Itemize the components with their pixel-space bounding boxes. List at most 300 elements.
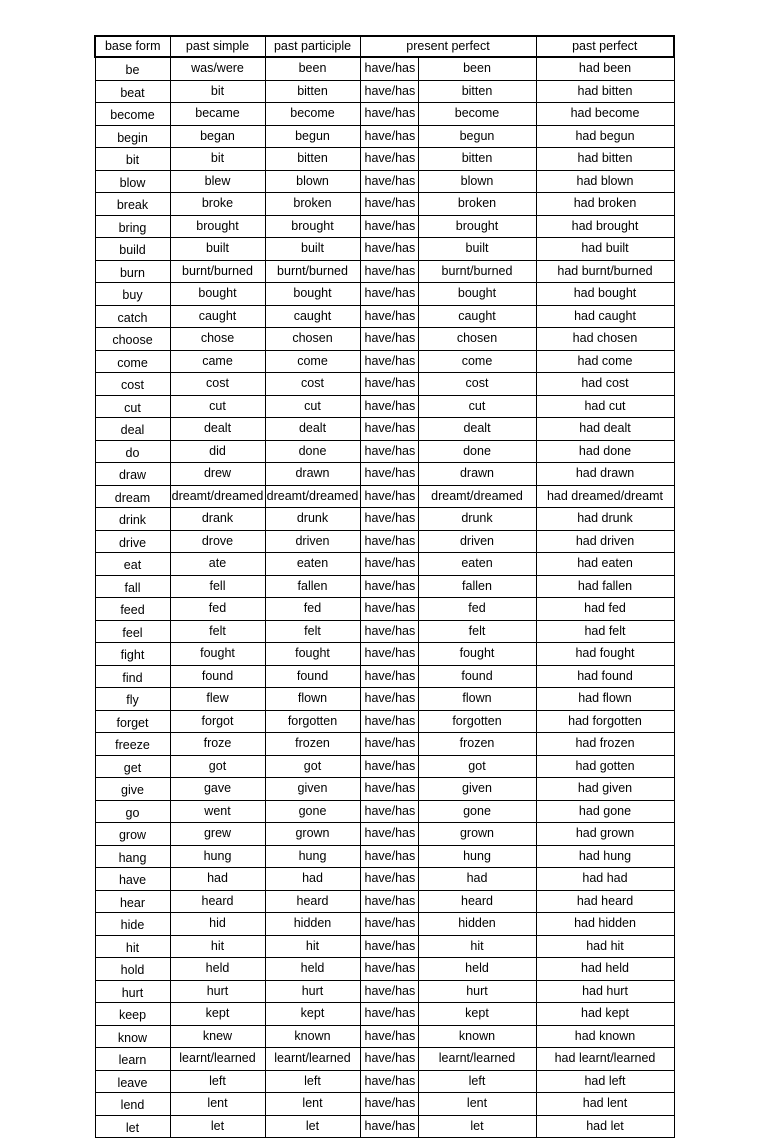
base-form-cell: feed [95, 598, 170, 621]
past-perfect-cell: had felt [536, 620, 674, 643]
table-row [95, 305, 674, 328]
present-perfect-participle-cell: drawn [418, 463, 536, 486]
present-perfect-participle-cell: flown [418, 688, 536, 711]
past-perfect-cell: had let [536, 1115, 674, 1138]
past-participle-cell: hurt [265, 980, 360, 1003]
base-form-cell: have [95, 868, 170, 891]
past-participle-cell: become [265, 103, 360, 126]
past-simple-cell: cost [170, 373, 265, 396]
table-row [95, 710, 674, 733]
present-perfect-participle-cell: drunk [418, 508, 536, 531]
auxiliary-cell: have/has [360, 980, 418, 1003]
present-perfect-participle-cell: dreamt/dreamed [418, 485, 536, 508]
past-perfect-cell: had left [536, 1070, 674, 1093]
present-perfect-participle-cell: done [418, 440, 536, 463]
past-perfect-cell: had heard [536, 890, 674, 913]
base-form-cell: do [95, 440, 170, 463]
auxiliary-cell: have/has [360, 530, 418, 553]
past-perfect-cell: had done [536, 440, 674, 463]
table-row [95, 125, 674, 148]
auxiliary-cell: have/has [360, 1025, 418, 1048]
table-row [95, 485, 674, 508]
past-perfect-cell: had hidden [536, 913, 674, 936]
auxiliary-cell: have/has [360, 935, 418, 958]
past-participle-cell: broken [265, 193, 360, 216]
past-perfect-cell: had forgotten [536, 710, 674, 733]
auxiliary-cell: have/has [360, 373, 418, 396]
auxiliary-cell: have/has [360, 598, 418, 621]
present-perfect-participle-cell: broken [418, 193, 536, 216]
table-row [95, 418, 674, 441]
auxiliary-cell: have/has [360, 710, 418, 733]
past-perfect-cell: had come [536, 350, 674, 373]
auxiliary-cell: have/has [360, 823, 418, 846]
auxiliary-cell: have/has [360, 575, 418, 598]
table-row [95, 1048, 674, 1071]
auxiliary-cell: have/has [360, 440, 418, 463]
table-row [95, 823, 674, 846]
auxiliary-cell: have/has [360, 1115, 418, 1138]
past-participle-cell: learnt/learned [265, 1048, 360, 1071]
present-perfect-participle-cell: become [418, 103, 536, 126]
past-simple-cell: drew [170, 463, 265, 486]
present-perfect-participle-cell: gone [418, 800, 536, 823]
base-form-cell: burn [95, 260, 170, 283]
auxiliary-cell: have/has [360, 755, 418, 778]
base-form-cell: drive [95, 530, 170, 553]
past-participle-cell: drawn [265, 463, 360, 486]
base-form-cell: let [95, 1115, 170, 1138]
past-simple-cell: ate [170, 553, 265, 576]
base-form-cell: feel [95, 620, 170, 643]
past-perfect-cell: had driven [536, 530, 674, 553]
past-simple-cell: cut [170, 395, 265, 418]
past-participle-cell: kept [265, 1003, 360, 1026]
auxiliary-cell: have/has [360, 958, 418, 981]
auxiliary-cell: have/has [360, 238, 418, 261]
past-perfect-cell: had had [536, 868, 674, 891]
present-perfect-participle-cell: learnt/learned [418, 1048, 536, 1071]
past-participle-cell: bitten [265, 80, 360, 103]
present-perfect-participle-cell: driven [418, 530, 536, 553]
table-row [95, 733, 674, 756]
table-row [95, 1003, 674, 1026]
past-participle-cell: caught [265, 305, 360, 328]
table-row [95, 508, 674, 531]
past-simple-cell: lent [170, 1093, 265, 1116]
auxiliary-cell: have/has [360, 890, 418, 913]
past-simple-cell: knew [170, 1025, 265, 1048]
past-participle-cell: hung [265, 845, 360, 868]
table-row [95, 260, 674, 283]
past-simple-cell: found [170, 665, 265, 688]
present-perfect-participle-cell: lent [418, 1093, 536, 1116]
base-form-cell: deal [95, 418, 170, 441]
table-row [95, 868, 674, 891]
base-form-cell: hear [95, 890, 170, 913]
past-perfect-cell: had chosen [536, 328, 674, 351]
present-perfect-participle-cell: eaten [418, 553, 536, 576]
past-participle-cell: left [265, 1070, 360, 1093]
past-participle-cell: fallen [265, 575, 360, 598]
past-simple-cell: dreamt/dreamed [170, 485, 265, 508]
past-participle-cell: had [265, 868, 360, 891]
base-form-cell: beat [95, 80, 170, 103]
table-row [95, 553, 674, 576]
auxiliary-cell: have/has [360, 170, 418, 193]
past-simple-cell: felt [170, 620, 265, 643]
past-perfect-cell: had bitten [536, 148, 674, 171]
past-participle-cell: got [265, 755, 360, 778]
base-form-cell: bit [95, 148, 170, 171]
base-form-cell: build [95, 238, 170, 261]
past-simple-cell: caught [170, 305, 265, 328]
present-perfect-participle-cell: kept [418, 1003, 536, 1026]
past-perfect-cell: had held [536, 958, 674, 981]
base-form-cell: fall [95, 575, 170, 598]
present-perfect-participle-cell: bought [418, 283, 536, 306]
auxiliary-cell: have/has [360, 418, 418, 441]
table-row [95, 530, 674, 553]
past-perfect-cell: had grown [536, 823, 674, 846]
present-perfect-participle-cell: hurt [418, 980, 536, 1003]
auxiliary-cell: have/has [360, 1070, 418, 1093]
table-row [95, 148, 674, 171]
past-perfect-cell: had caught [536, 305, 674, 328]
past-simple-cell: drank [170, 508, 265, 531]
present-perfect-participle-cell: been [418, 57, 536, 80]
past-perfect-cell: had drawn [536, 463, 674, 486]
auxiliary-cell: have/has [360, 868, 418, 891]
past-participle-cell: eaten [265, 553, 360, 576]
auxiliary-cell: have/has [360, 463, 418, 486]
past-simple-cell: hurt [170, 980, 265, 1003]
past-simple-cell: chose [170, 328, 265, 351]
past-perfect-cell: had hurt [536, 980, 674, 1003]
auxiliary-cell: have/has [360, 125, 418, 148]
auxiliary-cell: have/has [360, 1048, 418, 1071]
auxiliary-cell: have/has [360, 508, 418, 531]
past-perfect-cell: had fought [536, 643, 674, 666]
past-participle-cell: bitten [265, 148, 360, 171]
present-perfect-participle-cell: bitten [418, 148, 536, 171]
past-simple-cell: bought [170, 283, 265, 306]
present-perfect-participle-cell: hit [418, 935, 536, 958]
past-perfect-cell: had begun [536, 125, 674, 148]
header-past-perfect: past perfect [536, 36, 674, 57]
table-row [95, 935, 674, 958]
table-row [95, 170, 674, 193]
table-row [95, 103, 674, 126]
auxiliary-cell: have/has [360, 103, 418, 126]
table-row [95, 238, 674, 261]
table-row [95, 665, 674, 688]
past-perfect-cell: had gone [536, 800, 674, 823]
base-form-cell: grow [95, 823, 170, 846]
present-perfect-participle-cell: held [418, 958, 536, 981]
past-simple-cell: left [170, 1070, 265, 1093]
base-form-cell: become [95, 103, 170, 126]
auxiliary-cell: have/has [360, 688, 418, 711]
present-perfect-participle-cell: fallen [418, 575, 536, 598]
table-row [95, 395, 674, 418]
past-participle-cell: lent [265, 1093, 360, 1116]
auxiliary-cell: have/has [360, 215, 418, 238]
past-simple-cell: learnt/learned [170, 1048, 265, 1071]
past-perfect-cell: had found [536, 665, 674, 688]
table-row [95, 620, 674, 643]
past-perfect-cell: had built [536, 238, 674, 261]
past-simple-cell: hid [170, 913, 265, 936]
past-participle-cell: brought [265, 215, 360, 238]
past-participle-cell: felt [265, 620, 360, 643]
past-perfect-cell: had bought [536, 283, 674, 306]
base-form-cell: hold [95, 958, 170, 981]
present-perfect-participle-cell: grown [418, 823, 536, 846]
base-form-cell: hang [95, 845, 170, 868]
present-perfect-participle-cell: left [418, 1070, 536, 1093]
auxiliary-cell: have/has [360, 305, 418, 328]
table-row [95, 913, 674, 936]
table-row [95, 980, 674, 1003]
table-row [95, 1025, 674, 1048]
past-simple-cell: hung [170, 845, 265, 868]
past-perfect-cell: had bitten [536, 80, 674, 103]
auxiliary-cell: have/has [360, 328, 418, 351]
table-body [95, 57, 674, 1138]
past-simple-cell: brought [170, 215, 265, 238]
table-row [95, 215, 674, 238]
header-present-perfect: present perfect [360, 36, 536, 57]
past-perfect-cell: had lent [536, 1093, 674, 1116]
present-perfect-participle-cell: fought [418, 643, 536, 666]
past-perfect-cell: had given [536, 778, 674, 801]
past-participle-cell: cost [265, 373, 360, 396]
auxiliary-cell: have/has [360, 395, 418, 418]
past-participle-cell: given [265, 778, 360, 801]
auxiliary-cell: have/has [360, 800, 418, 823]
table-row [95, 688, 674, 711]
past-simple-cell: had [170, 868, 265, 891]
past-participle-cell: fed [265, 598, 360, 621]
past-participle-cell: drunk [265, 508, 360, 531]
past-perfect-cell: had fed [536, 598, 674, 621]
table-row [95, 958, 674, 981]
table-row [95, 643, 674, 666]
past-perfect-cell: had dreamed/dreamt [536, 485, 674, 508]
base-form-cell: blow [95, 170, 170, 193]
base-form-cell: get [95, 755, 170, 778]
past-perfect-cell: had broken [536, 193, 674, 216]
past-perfect-cell: had cut [536, 395, 674, 418]
past-participle-cell: flown [265, 688, 360, 711]
past-participle-cell: gone [265, 800, 360, 823]
table-row [95, 80, 674, 103]
present-perfect-participle-cell: burnt/burned [418, 260, 536, 283]
base-form-cell: hurt [95, 980, 170, 1003]
auxiliary-cell: have/has [360, 643, 418, 666]
present-perfect-participle-cell: built [418, 238, 536, 261]
base-form-cell: cut [95, 395, 170, 418]
auxiliary-cell: have/has [360, 733, 418, 756]
base-form-cell: cost [95, 373, 170, 396]
auxiliary-cell: have/has [360, 148, 418, 171]
base-form-cell: keep [95, 1003, 170, 1026]
past-participle-cell: fought [265, 643, 360, 666]
past-participle-cell: begun [265, 125, 360, 148]
past-simple-cell: heard [170, 890, 265, 913]
table-row [95, 575, 674, 598]
past-simple-cell: drove [170, 530, 265, 553]
past-participle-cell: done [265, 440, 360, 463]
past-simple-cell: kept [170, 1003, 265, 1026]
past-participle-cell: found [265, 665, 360, 688]
table-row [95, 845, 674, 868]
table-row [95, 778, 674, 801]
auxiliary-cell: have/has [360, 1093, 418, 1116]
past-simple-cell: froze [170, 733, 265, 756]
table-row [95, 1070, 674, 1093]
present-perfect-participle-cell: got [418, 755, 536, 778]
header-row [95, 36, 674, 57]
past-simple-cell: forgot [170, 710, 265, 733]
present-perfect-participle-cell: caught [418, 305, 536, 328]
past-participle-cell: frozen [265, 733, 360, 756]
auxiliary-cell: have/has [360, 485, 418, 508]
past-perfect-cell: had eaten [536, 553, 674, 576]
base-form-cell: forget [95, 710, 170, 733]
table-row [95, 57, 674, 80]
base-form-cell: eat [95, 553, 170, 576]
auxiliary-cell: have/has [360, 80, 418, 103]
present-perfect-participle-cell: heard [418, 890, 536, 913]
base-form-cell: draw [95, 463, 170, 486]
base-form-cell: freeze [95, 733, 170, 756]
present-perfect-participle-cell: come [418, 350, 536, 373]
past-simple-cell: became [170, 103, 265, 126]
table-row [95, 328, 674, 351]
auxiliary-cell: have/has [360, 778, 418, 801]
past-perfect-cell: had flown [536, 688, 674, 711]
present-perfect-participle-cell: dealt [418, 418, 536, 441]
irregular-verbs-table [94, 35, 675, 1138]
present-perfect-participle-cell: let [418, 1115, 536, 1138]
present-perfect-participle-cell: begun [418, 125, 536, 148]
past-perfect-cell: had frozen [536, 733, 674, 756]
base-form-cell: leave [95, 1070, 170, 1093]
past-participle-cell: forgotten [265, 710, 360, 733]
header-past-simple: past simple [170, 36, 265, 57]
past-simple-cell: went [170, 800, 265, 823]
past-perfect-cell: had brought [536, 215, 674, 238]
present-perfect-participle-cell: blown [418, 170, 536, 193]
past-simple-cell: began [170, 125, 265, 148]
present-perfect-participle-cell: cost [418, 373, 536, 396]
past-perfect-cell: had learnt/learned [536, 1048, 674, 1071]
auxiliary-cell: have/has [360, 1003, 418, 1026]
past-perfect-cell: had become [536, 103, 674, 126]
past-participle-cell: blown [265, 170, 360, 193]
past-perfect-cell: had hit [536, 935, 674, 958]
past-simple-cell: broke [170, 193, 265, 216]
past-participle-cell: been [265, 57, 360, 80]
table-row [95, 193, 674, 216]
base-form-cell: dream [95, 485, 170, 508]
past-participle-cell: held [265, 958, 360, 981]
base-form-cell: bring [95, 215, 170, 238]
past-perfect-cell: had been [536, 57, 674, 80]
present-perfect-participle-cell: hidden [418, 913, 536, 936]
past-simple-cell: dealt [170, 418, 265, 441]
present-perfect-participle-cell: cut [418, 395, 536, 418]
past-participle-cell: known [265, 1025, 360, 1048]
table-row [95, 598, 674, 621]
present-perfect-participle-cell: known [418, 1025, 536, 1048]
present-perfect-participle-cell: frozen [418, 733, 536, 756]
auxiliary-cell: have/has [360, 845, 418, 868]
present-perfect-participle-cell: bitten [418, 80, 536, 103]
past-participle-cell: dealt [265, 418, 360, 441]
past-perfect-cell: had fallen [536, 575, 674, 598]
past-simple-cell: let [170, 1115, 265, 1138]
base-form-cell: know [95, 1025, 170, 1048]
table-row [95, 1115, 674, 1138]
past-simple-cell: held [170, 958, 265, 981]
base-form-cell: go [95, 800, 170, 823]
present-perfect-participle-cell: had [418, 868, 536, 891]
past-participle-cell: cut [265, 395, 360, 418]
past-participle-cell: hit [265, 935, 360, 958]
past-participle-cell: hidden [265, 913, 360, 936]
past-simple-cell: came [170, 350, 265, 373]
base-form-cell: choose [95, 328, 170, 351]
auxiliary-cell: have/has [360, 260, 418, 283]
table-row [95, 463, 674, 486]
present-perfect-participle-cell: found [418, 665, 536, 688]
table-row [95, 1093, 674, 1116]
base-form-cell: buy [95, 283, 170, 306]
past-perfect-cell: had blown [536, 170, 674, 193]
past-simple-cell: grew [170, 823, 265, 846]
table-header [95, 36, 674, 57]
past-perfect-cell: had hung [536, 845, 674, 868]
base-form-cell: hit [95, 935, 170, 958]
auxiliary-cell: have/has [360, 350, 418, 373]
past-participle-cell: driven [265, 530, 360, 553]
past-participle-cell: burnt/burned [265, 260, 360, 283]
past-perfect-cell: had known [536, 1025, 674, 1048]
past-perfect-cell: had kept [536, 1003, 674, 1026]
past-participle-cell: built [265, 238, 360, 261]
past-simple-cell: bit [170, 148, 265, 171]
past-simple-cell: built [170, 238, 265, 261]
base-form-cell: find [95, 665, 170, 688]
header-past-participle: past participle [265, 36, 360, 57]
base-form-cell: begin [95, 125, 170, 148]
past-simple-cell: hit [170, 935, 265, 958]
past-perfect-cell: had drunk [536, 508, 674, 531]
past-participle-cell: let [265, 1115, 360, 1138]
table-row [95, 350, 674, 373]
table-row [95, 283, 674, 306]
past-participle-cell: heard [265, 890, 360, 913]
auxiliary-cell: have/has [360, 620, 418, 643]
base-form-cell: come [95, 350, 170, 373]
past-simple-cell: did [170, 440, 265, 463]
past-simple-cell: flew [170, 688, 265, 711]
present-perfect-participle-cell: felt [418, 620, 536, 643]
base-form-cell: learn [95, 1048, 170, 1071]
